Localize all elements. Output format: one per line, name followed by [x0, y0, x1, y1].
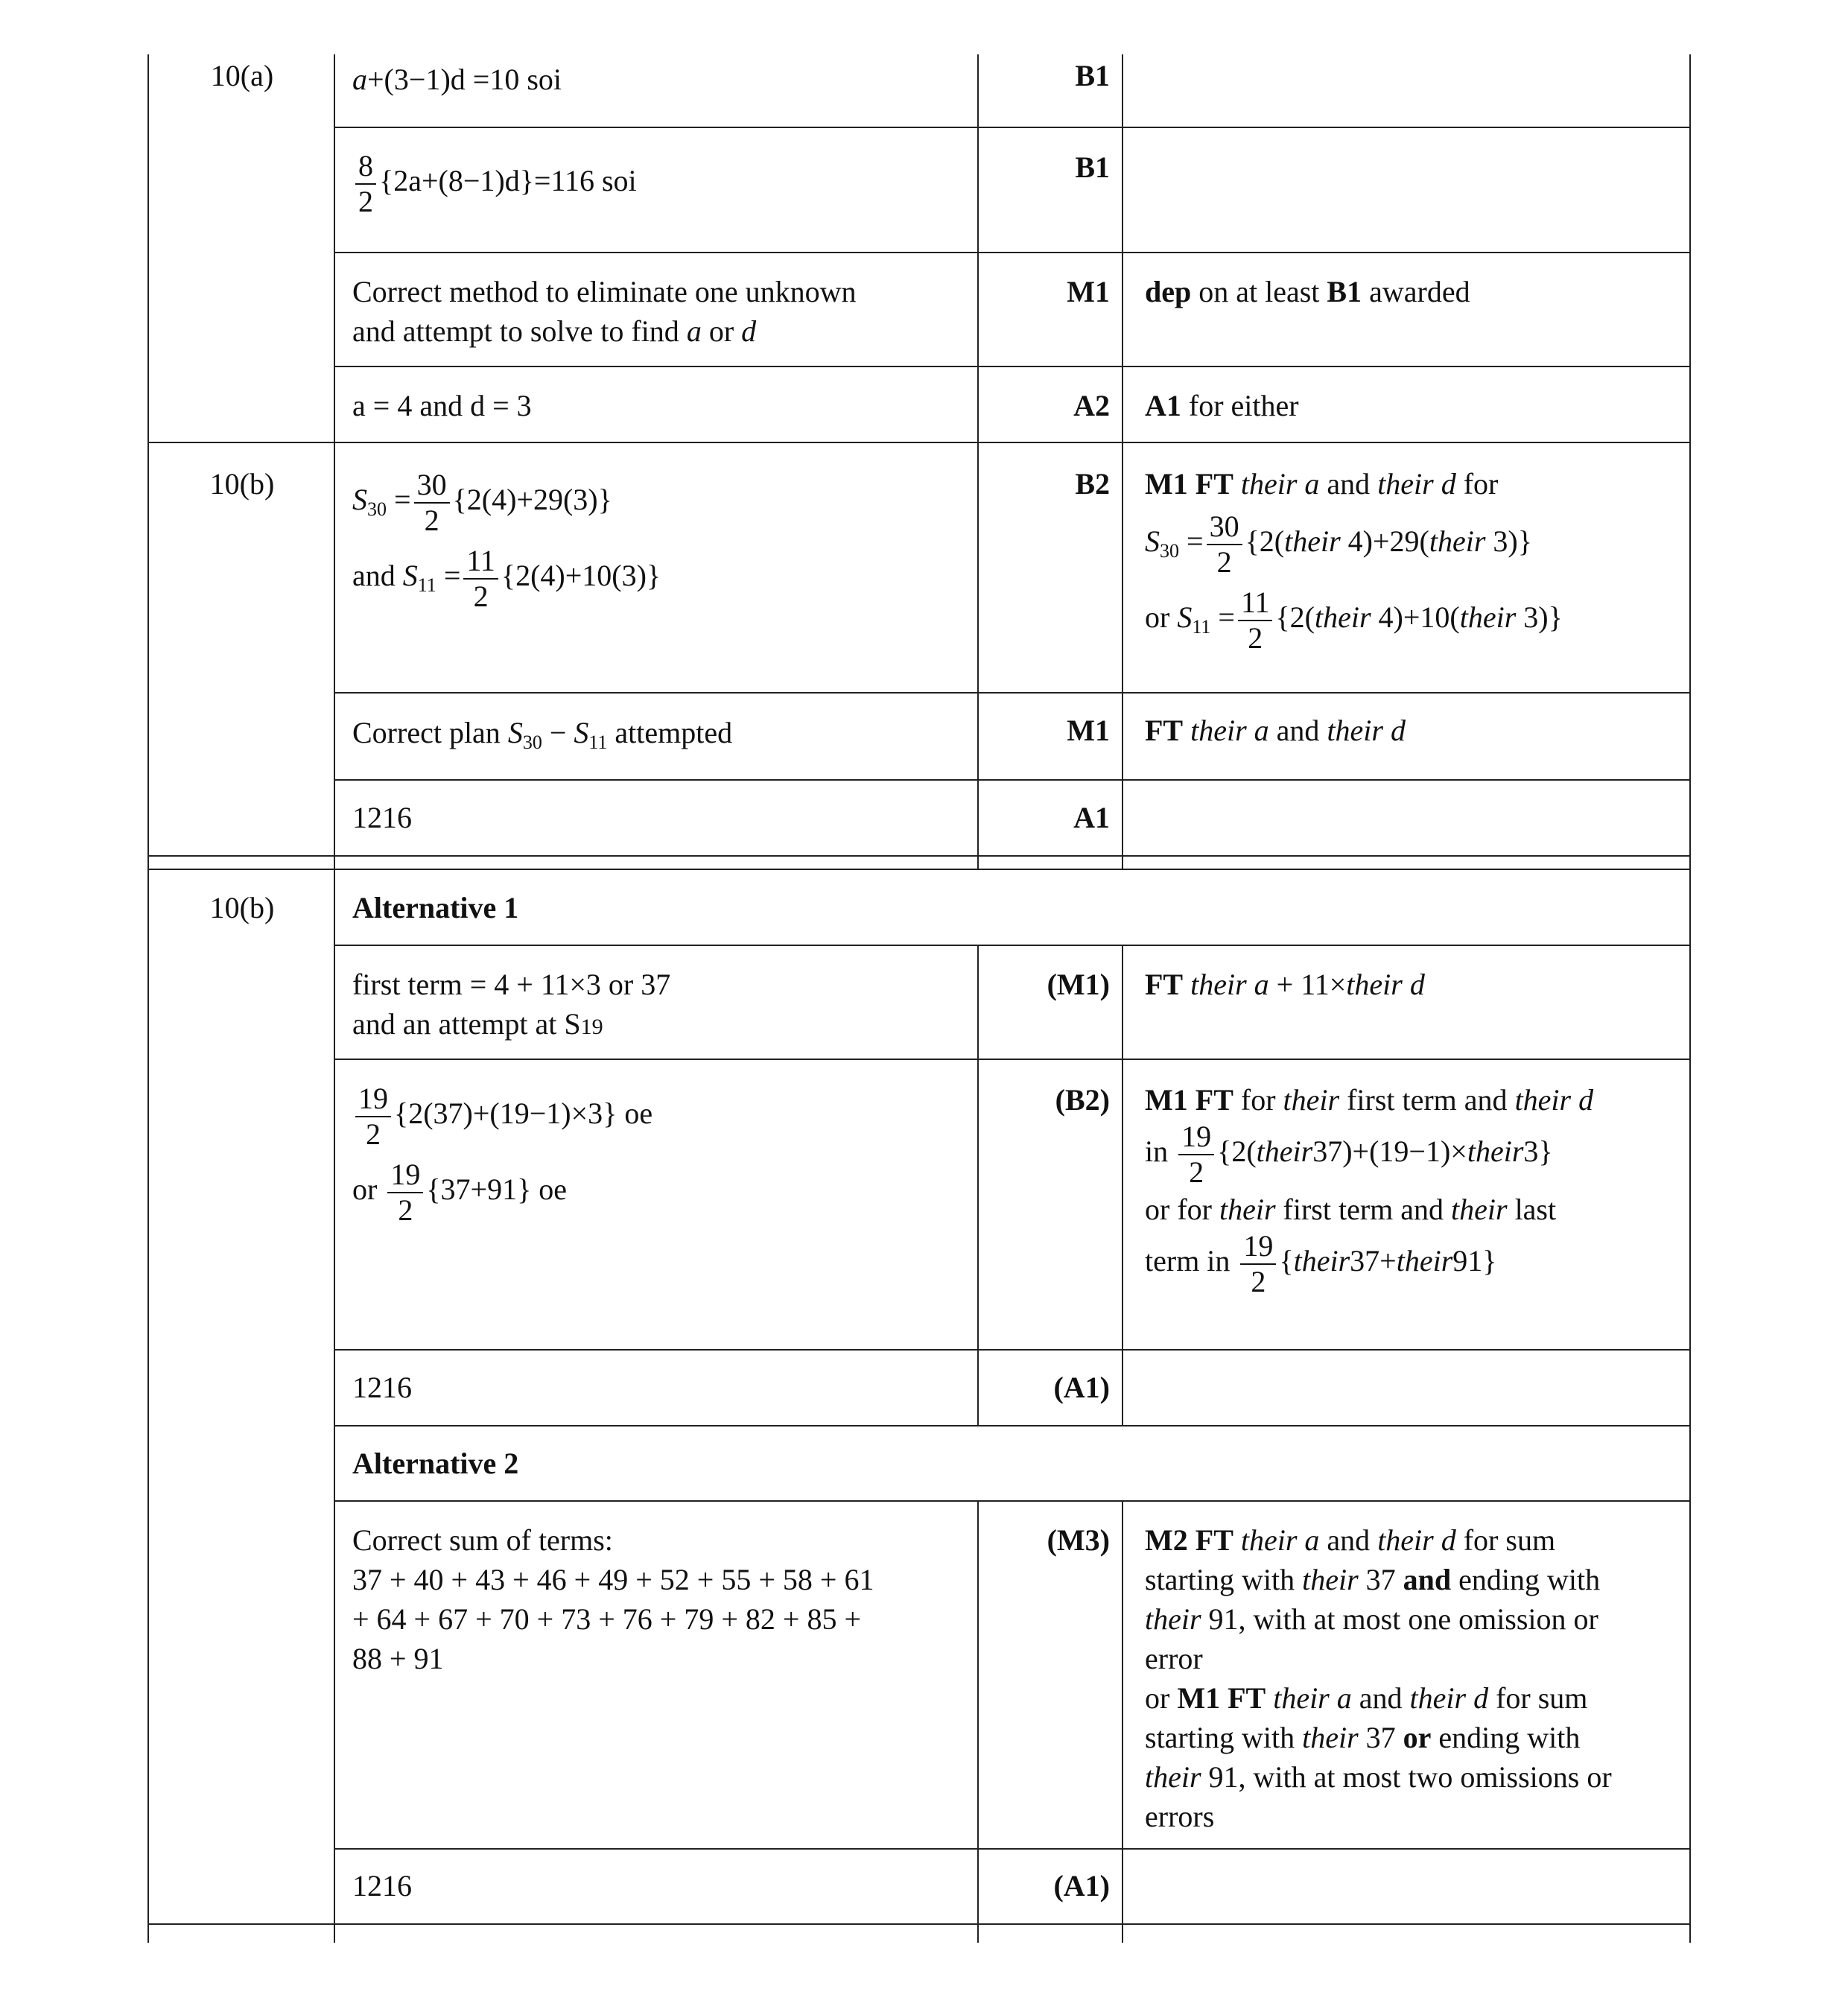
answer-cell	[352, 60, 971, 99]
row-divider	[334, 252, 1691, 253]
mark-code: M1	[1067, 275, 1110, 308]
guidance-italic: their	[1145, 1760, 1201, 1794]
guidance-cell	[1145, 272, 1696, 311]
fraction-denominator: 2	[1248, 621, 1263, 655]
fraction-denominator: 2	[1216, 545, 1232, 579]
guidance-line	[1145, 464, 1696, 504]
fraction-numerator: 11	[463, 544, 498, 580]
guidance-text: for	[1233, 1083, 1283, 1117]
row-divider	[334, 779, 1691, 781]
guidance-cell	[1145, 464, 1696, 656]
answer-text: and	[352, 559, 403, 593]
answer-line: + 64 + 67 + 70 + 73 + 76 + 79 + 82 + 85 +	[352, 1602, 862, 1636]
guidance-italic: their	[1314, 600, 1371, 635]
guidance-text: for sum	[1488, 1681, 1588, 1715]
guidance-text: starting with	[1145, 1721, 1303, 1754]
fraction	[414, 468, 450, 538]
alternative-title: Alternative 1	[352, 891, 519, 924]
guidance-italic: their	[1429, 524, 1486, 559]
guidance-cell	[1145, 965, 1696, 1004]
row-divider	[334, 1425, 1691, 1427]
alternative-heading	[352, 888, 971, 927]
guidance-line	[1145, 1120, 1696, 1190]
section-gap-line	[147, 869, 1691, 870]
guidance-italic: their	[1459, 600, 1517, 635]
fraction-numerator: 19	[1240, 1229, 1276, 1265]
mark-code: (A1)	[1053, 1869, 1110, 1902]
row-divider	[334, 945, 1691, 946]
guidance-italic: their a	[1233, 467, 1320, 501]
guidance-text: 91, with at most two omissions or	[1201, 1760, 1612, 1794]
fraction	[1238, 585, 1273, 656]
question-label: 10(b)	[209, 891, 275, 924]
guidance-italic: their	[1302, 1721, 1359, 1754]
fraction-numerator: 8	[355, 149, 376, 185]
fraction	[1207, 510, 1242, 580]
guidance-text: 37	[1358, 1721, 1403, 1754]
fraction-denominator: 2	[398, 1193, 413, 1227]
answer-line	[352, 311, 971, 351]
guidance-italic: their	[1283, 1083, 1340, 1117]
mark-code: (M1)	[1047, 968, 1110, 1001]
answer-cell	[352, 1082, 971, 1228]
answer-text: +(3−1)d =10 soi	[367, 63, 562, 96]
guidance-line	[1145, 1757, 1696, 1797]
guidance-text: 37	[1358, 1563, 1403, 1596]
col-marks-border	[977, 946, 979, 1427]
guidance-text: {	[1279, 1244, 1294, 1278]
guidance-bold: M2 FT	[1145, 1523, 1233, 1557]
guidance-line	[1145, 1718, 1696, 1757]
guidance-line	[1145, 1560, 1696, 1599]
guidance-italic: their a	[1183, 714, 1269, 747]
answer-line: Correct method to eliminate one unknown	[352, 275, 857, 308]
answer-cell	[352, 1368, 971, 1407]
guidance-text: and	[1319, 467, 1378, 501]
guidance-bold: dep	[1145, 275, 1192, 308]
guidance-text: 91}	[1452, 1244, 1497, 1278]
subscript: 30	[522, 732, 542, 753]
row-divider	[334, 366, 1691, 367]
answer-text: 1216	[352, 1371, 412, 1404]
answer-cell	[352, 713, 971, 752]
col-guidance-border	[1122, 1502, 1123, 1943]
fraction	[387, 1158, 423, 1228]
fraction-numerator: 11	[1238, 585, 1273, 621]
symbol-s: S	[507, 716, 523, 749]
answer-line: Correct sum of terms:	[352, 1523, 613, 1557]
guidance-text: or for	[1145, 1193, 1219, 1226]
subscript: 30	[1160, 540, 1179, 562]
symbol-s: S	[1177, 600, 1193, 635]
guidance-text: 37+	[1350, 1244, 1397, 1278]
row-divider	[334, 1500, 1691, 1502]
fraction-denominator: 2	[424, 504, 439, 537]
guidance-text: first term and	[1275, 1193, 1452, 1226]
guidance-text: 3}	[1523, 1134, 1553, 1169]
guidance-italic: their d	[1377, 1523, 1456, 1557]
guidance-text: ending with	[1431, 1721, 1581, 1754]
fraction	[355, 149, 376, 219]
col-answer-border	[334, 54, 335, 1943]
symbol-s: S	[402, 559, 418, 593]
row-divider	[334, 1349, 1691, 1351]
answer-text: −	[542, 716, 574, 749]
answer-text: {2a+(8−1)d}=116 soi	[379, 164, 637, 198]
answer-text: 1216	[352, 1869, 412, 1902]
guidance-italic: their d	[1327, 714, 1406, 747]
question-label: 10(a)	[210, 59, 274, 92]
fraction-denominator: 2	[1251, 1265, 1266, 1298]
answer-text: {37+91} oe	[426, 1172, 568, 1207]
guidance-bold: and	[1403, 1563, 1452, 1596]
subscript: 11	[417, 574, 436, 597]
guidance-line	[1145, 1229, 1696, 1299]
answer-cell	[352, 468, 971, 614]
subscript: 11	[1192, 616, 1211, 638]
guidance-text: {2(	[1275, 600, 1315, 635]
mark-code: (B2)	[1055, 1083, 1110, 1117]
guidance-italic: their	[1451, 1193, 1508, 1226]
mark-code: A1	[1073, 801, 1110, 834]
guidance-italic: their	[1145, 1602, 1201, 1636]
guidance-italic: their d	[1514, 1083, 1594, 1117]
guidance-bold: FT	[1145, 714, 1184, 747]
guidance-cell	[1145, 1520, 1696, 1836]
guidance-bold: B1	[1327, 275, 1362, 308]
fraction-denominator: 2	[1189, 1155, 1204, 1189]
guidance-text: 4)+29(	[1340, 524, 1429, 559]
table-left-border	[147, 54, 149, 1943]
fraction-numerator: 19	[387, 1158, 423, 1193]
guidance-cell	[1145, 711, 1696, 750]
guidance-text: 3)}	[1485, 524, 1532, 559]
mark-code: A2	[1073, 389, 1110, 422]
mark-code: B1	[1075, 150, 1110, 184]
mark-code: B2	[1075, 467, 1110, 501]
subscript: 11	[588, 732, 608, 753]
guidance-text: term in	[1145, 1244, 1238, 1278]
guidance-italic: their d	[1409, 1681, 1489, 1715]
guidance-text: last	[1507, 1193, 1557, 1226]
answer-line: first term = 4 + 11×3 or 37	[352, 968, 671, 1001]
equals: =	[1179, 524, 1204, 559]
answer-text: {2(4)+29(3)}	[452, 483, 612, 517]
row-divider	[334, 1059, 1691, 1060]
guidance-italic: their d	[1346, 968, 1425, 1001]
guidance-line: errors	[1145, 1800, 1215, 1833]
guidance-text: 37)+(19−1)×	[1312, 1134, 1467, 1169]
answer-line	[352, 1158, 971, 1228]
fraction-denominator: 2	[473, 580, 489, 613]
guidance-text: 3)}	[1516, 600, 1563, 635]
answer-text: or	[701, 314, 742, 348]
answer-text: {2(4)+10(3)}	[501, 559, 661, 593]
equals: =	[387, 483, 411, 517]
symbol-s: S	[1145, 524, 1160, 559]
guidance-cell	[1145, 386, 1696, 425]
equals: =	[1210, 600, 1235, 635]
fraction	[463, 544, 498, 614]
guidance-italic: their a	[1266, 1681, 1352, 1715]
mark-code: (M3)	[1047, 1523, 1110, 1557]
guidance-bold: FT	[1145, 968, 1184, 1001]
guidance-italic: their	[1293, 1244, 1350, 1278]
guidance-bold: A1	[1145, 389, 1181, 422]
guidance-cell	[1145, 1080, 1696, 1299]
answer-text: and an attempt at S	[352, 1007, 581, 1041]
variable-a: a	[352, 63, 367, 96]
guidance-bold: M1 FT	[1145, 1083, 1233, 1117]
guidance-italic: their	[1256, 1134, 1313, 1169]
fraction	[1178, 1120, 1214, 1190]
guidance-italic: their	[1219, 1193, 1276, 1226]
answer-text: Correct plan	[352, 716, 508, 749]
guidance-line	[1145, 510, 1696, 580]
answer-line	[352, 1082, 971, 1152]
fraction-numerator: 19	[1178, 1120, 1214, 1155]
answer-text: {2(37)+(19−1)×3} oe	[394, 1097, 653, 1131]
mark-code: M1	[1067, 714, 1110, 747]
row-divider	[334, 1848, 1691, 1850]
guidance-line	[1145, 1190, 1696, 1229]
answer-text: attempted	[607, 716, 733, 749]
col-marks-border	[977, 1502, 979, 1943]
guidance-bold: or	[1403, 1721, 1432, 1754]
guidance-line	[1145, 585, 1696, 656]
fraction-denominator: 2	[358, 185, 373, 218]
guidance-italic: their	[1396, 1244, 1453, 1278]
row-divider	[147, 442, 1691, 443]
mark-code: B1	[1075, 59, 1110, 92]
guidance-line	[1145, 1599, 1696, 1639]
guidance-italic: their d	[1377, 467, 1456, 501]
answer-cell	[352, 272, 971, 351]
answer-text: and attempt to solve to find	[352, 314, 687, 348]
guidance-text: on at least	[1191, 275, 1327, 308]
answer-text: or	[352, 1172, 385, 1207]
guidance-text: starting with	[1145, 1563, 1303, 1596]
guidance-text: {2(	[1245, 524, 1285, 559]
guidance-text: and	[1351, 1681, 1410, 1715]
row-divider	[147, 855, 1691, 857]
guidance-line: error	[1145, 1642, 1203, 1675]
fraction	[1240, 1229, 1276, 1299]
variable-a: a	[686, 314, 702, 348]
guidance-line	[1145, 1520, 1696, 1560]
guidance-text: for either	[1181, 389, 1299, 422]
answer-line	[352, 1004, 971, 1047]
guidance-text: in	[1145, 1134, 1176, 1169]
subscript: 19	[580, 1015, 603, 1039]
answer-line: 88 + 91	[352, 1642, 444, 1675]
guidance-text: 4)+10(	[1371, 600, 1460, 635]
row-divider	[147, 1923, 1691, 1925]
variable-d: d	[741, 314, 757, 348]
answer-line	[352, 468, 971, 538]
answer-cell	[352, 149, 971, 219]
fraction-denominator: 2	[366, 1117, 381, 1151]
fraction-numerator: 30	[414, 468, 450, 504]
guidance-italic: their	[1467, 1134, 1524, 1169]
mark-code: (A1)	[1053, 1371, 1110, 1404]
col-guidance-border	[1122, 946, 1123, 1427]
answer-cell	[352, 965, 971, 1047]
guidance-text: and	[1268, 714, 1327, 747]
alternative-title: Alternative 2	[352, 1447, 519, 1480]
guidance-text: ending with	[1451, 1563, 1601, 1596]
col-guidance-border	[1122, 54, 1123, 870]
answer-cell	[352, 386, 971, 425]
answer-cell	[352, 1520, 971, 1678]
subscript: 30	[367, 498, 387, 521]
guidance-line	[1145, 1678, 1696, 1718]
answer-line: 37 + 40 + 43 + 46 + 49 + 52 + 55 + 58 + 61	[352, 1563, 874, 1596]
fraction-numerator: 19	[355, 1082, 391, 1117]
guidance-italic: their	[1284, 524, 1341, 559]
guidance-text: for	[1455, 467, 1499, 501]
symbol-s: S	[352, 483, 367, 517]
equals: =	[436, 559, 461, 593]
answer-cell	[352, 798, 971, 837]
guidance-italic: their a	[1233, 1523, 1320, 1557]
fraction-numerator: 30	[1207, 510, 1242, 545]
guidance-text: {2(	[1217, 1134, 1257, 1169]
guidance-italic: their a	[1183, 968, 1269, 1001]
symbol-s: S	[574, 716, 589, 749]
guidance-bold: M1 FT	[1145, 467, 1233, 501]
guidance-text: + 11×	[1268, 968, 1347, 1001]
guidance-text: awarded	[1362, 275, 1470, 308]
answer-cell	[352, 1866, 971, 1905]
guidance-text: or	[1145, 600, 1178, 635]
guidance-line	[1145, 1080, 1696, 1120]
answer-text: 1216	[352, 801, 412, 834]
guidance-text: and	[1319, 1523, 1378, 1557]
guidance-text: 91, with at most one omission or	[1201, 1602, 1598, 1636]
row-divider	[334, 127, 1691, 128]
answer-line	[352, 544, 971, 614]
guidance-italic: their	[1302, 1563, 1359, 1596]
guidance-text: first term and	[1339, 1083, 1515, 1117]
fraction	[355, 1082, 391, 1152]
guidance-text: or	[1145, 1681, 1178, 1715]
alternative-heading	[352, 1444, 971, 1483]
guidance-bold: M1 FT	[1177, 1681, 1266, 1715]
answer-text: a = 4 and d = 3	[352, 389, 532, 422]
guidance-text: for sum	[1455, 1523, 1556, 1557]
col-marks-border	[977, 54, 979, 870]
row-divider	[334, 692, 1691, 694]
question-label: 10(b)	[209, 467, 275, 501]
